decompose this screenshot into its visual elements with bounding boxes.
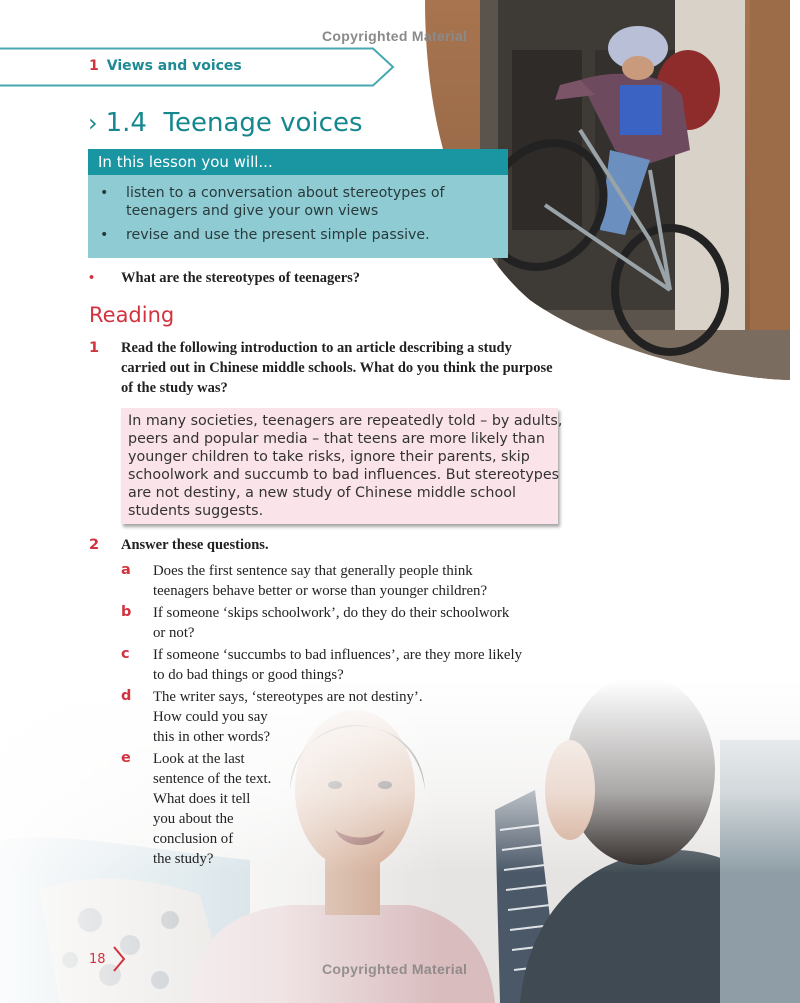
objective-item bbox=[88, 226, 446, 244]
page-number: 18 bbox=[89, 952, 106, 967]
question-line: carried out in Chinese middle schools. What do you think the purpose bbox=[121, 360, 553, 376]
sub-question-letter: c bbox=[121, 646, 130, 662]
lesson-title-text: Teenage voices bbox=[163, 108, 363, 138]
chapter-title: Views and voices bbox=[106, 58, 242, 74]
objectives-list bbox=[88, 175, 508, 258]
bullet-icon: • bbox=[89, 270, 95, 286]
lesson-objectives-box bbox=[88, 149, 508, 258]
objectives-header: In this lesson you will... bbox=[88, 149, 508, 175]
question-number: 1 bbox=[89, 340, 100, 356]
bullet-icon: • bbox=[100, 227, 109, 243]
section-heading-reading: Reading bbox=[89, 303, 175, 327]
copyright-watermark-top: Copyrighted Material bbox=[322, 28, 468, 44]
sub-question-line: or not? bbox=[153, 625, 195, 641]
warmup-text: What are the stereotypes of teenagers? bbox=[121, 270, 361, 286]
objective-line: revise and use the present simple passive. bbox=[126, 227, 430, 243]
article-line: peers and popular media – that teens are more likely than bbox=[128, 431, 545, 447]
objective-item bbox=[88, 184, 446, 220]
question-2-text: Answer these questions. bbox=[121, 537, 269, 553]
article-line: students suggests. bbox=[128, 503, 264, 519]
article-excerpt-box bbox=[121, 408, 563, 524]
sub-question-letter: d bbox=[121, 688, 132, 704]
copyright-watermark-bottom: Copyrighted Material bbox=[322, 961, 468, 977]
sub-question-letter: b bbox=[121, 604, 132, 620]
objective-line: teenagers and give your own views bbox=[126, 203, 379, 219]
sub-question-letter: e bbox=[121, 750, 131, 766]
sub-question-a bbox=[153, 561, 487, 601]
article-line: schoolwork and succumb to bad influences. But stereotypes bbox=[128, 467, 560, 483]
sub-question-line: What does it tell bbox=[153, 791, 251, 807]
sub-question-line: If someone ‘succumbs to bad influences’, are they more likely bbox=[153, 647, 522, 663]
question-number: 2 bbox=[89, 537, 100, 553]
warmup-question bbox=[89, 270, 360, 287]
sub-question-line: to do bad things or good things? bbox=[153, 667, 344, 683]
lesson-title bbox=[88, 108, 363, 138]
sub-question-e bbox=[153, 749, 271, 869]
sub-question-letter: a bbox=[121, 562, 131, 578]
lesson-number: 1.4 bbox=[105, 108, 147, 138]
sub-question-line: this in other words? bbox=[153, 729, 271, 745]
sub-question-c bbox=[153, 645, 522, 685]
sub-question-line: How could you say bbox=[153, 709, 268, 725]
sub-question-line: The writer says, ‘stereotypes are not destiny’. bbox=[153, 689, 423, 705]
chevron-right-icon: › bbox=[88, 109, 98, 137]
sub-question-line: you about the bbox=[153, 811, 234, 827]
article-line: are not destiny, a new study of Chinese middle school bbox=[128, 485, 516, 501]
question-line: of the study was? bbox=[121, 380, 228, 396]
sub-question-line: If someone ‘skips schoolwork’, do they do their schoolwork bbox=[153, 605, 510, 621]
question-1-text bbox=[121, 338, 561, 398]
question-line: Read the following introduction to an article describing a study bbox=[121, 340, 512, 356]
sub-question-d bbox=[153, 687, 423, 747]
article-line: younger children to take risks, ignore their parents, skip bbox=[128, 449, 530, 465]
article-line: In many societies, teenagers are repeatedly told – by adults, bbox=[128, 413, 563, 429]
sub-question-line: sentence of the text. bbox=[153, 771, 272, 787]
sub-question-b bbox=[153, 603, 509, 643]
chapter-number: 1 bbox=[89, 58, 99, 74]
sub-question-line: conclusion of bbox=[153, 831, 234, 847]
chapter-label bbox=[89, 58, 242, 74]
sub-question-line: the study? bbox=[153, 851, 214, 867]
objective-line: listen to a conversation about stereotypes of bbox=[126, 185, 445, 201]
sub-question-line: teenagers behave better or worse than younger children? bbox=[153, 583, 488, 599]
chevron-right-icon bbox=[112, 945, 126, 973]
bullet-icon: • bbox=[100, 185, 109, 201]
sub-question-line: Look at the last bbox=[153, 751, 245, 767]
sub-question-line: Does the first sentence say that generally people think bbox=[153, 563, 473, 579]
